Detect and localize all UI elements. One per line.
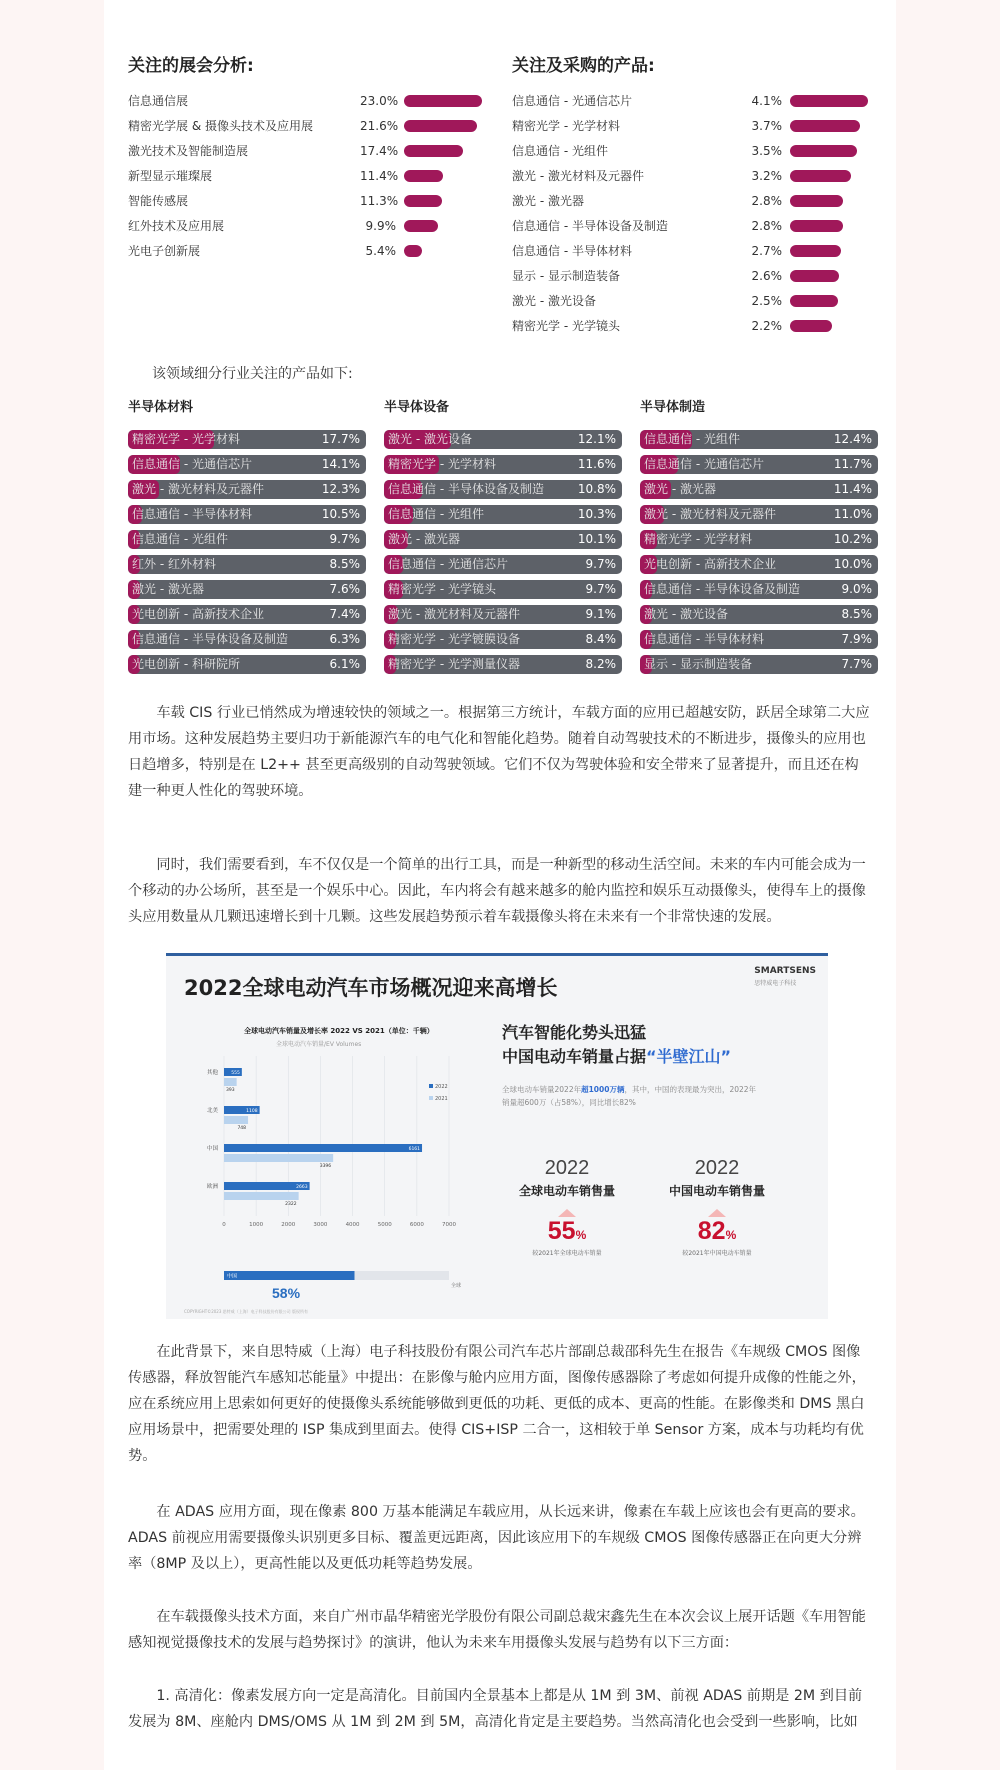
bar-value-label: 2322 — [285, 1202, 297, 1207]
bar-percent: 3.2% — [751, 168, 782, 183]
segment-row-label: 激光 - 激光材料及元器件 — [644, 507, 776, 521]
segment-title: 半导体材料 — [128, 400, 194, 415]
segment-row — [384, 555, 622, 574]
share-percent: 58% — [272, 1285, 301, 1301]
segment-row-percent: 11.6% — [577, 457, 616, 471]
paragraph-2: 同时，我们需要看到，车不仅仅是一个简单的出行工具，而是一种新型的移动生活空间。未来的车内可能会成为一个移动的办公场所，甚至是一个娱乐中心。因此，车内将会有越来越多的舱内监控和娱乐互动摄像头，使得车上的摄像头应用数量从几颗迅速增长到十几颗。这些发展趋势预示着车载摄像头将在未来有一个非常快速的发展。 — [128, 857, 866, 925]
segment-intro-text: 该领域细分行业关注的产品如下: — [152, 366, 353, 382]
bar-percent: 17.4% — [360, 143, 399, 158]
chart-subtitle: 全球电动汽车销量/EV Volumes — [276, 1041, 362, 1048]
bar-track — [790, 145, 868, 157]
paragraph-3: 在此背景下，来自思特威（上海）电子科技股份有限公司汽车芯片部副总裁邵科先生在报告《车规级 CMOS 图像传感器，释放智能汽车感知芯能量》中提出：在影像与舱内应用方面，图像传感器除了考虑如何提升成像的性能之外，应在系统应用上思索如何更好的使摄像头系统能够做到更低的功耗、更低的成本、更高的性能。在影像类和 DMS 黑白应用场景中，把需要处理的 ISP 集成到里面去。使得 CIS+ISP 二合一，这相较于单 Sensor 方案，成本与功耗均有优势。 — [128, 1344, 866, 1464]
segment-row — [128, 555, 366, 574]
bar-label: 信息通信展 — [128, 94, 189, 108]
segment-tables — [128, 398, 872, 678]
segment-row-label: 精密光学 - 光学材料 — [132, 432, 240, 446]
bar-row — [128, 163, 488, 188]
headline-line-2 — [502, 1045, 822, 1069]
segment-row-label: 显示 - 显示制造装备 — [644, 657, 752, 671]
exhibition-focus-title: 关注的展会分析: — [128, 56, 254, 76]
headline-2-text: 中国电动车销量占据 — [502, 1047, 647, 1066]
bar-fill — [790, 95, 868, 107]
bar-track — [790, 220, 868, 232]
segment-row-label: 光电创新 - 高新技术企业 — [132, 607, 264, 621]
bar-fill — [790, 320, 832, 332]
segment-row — [384, 505, 622, 524]
bar-fill — [790, 120, 860, 132]
bar-percent: 23.0% — [360, 93, 399, 108]
segment-row-percent: 8.2% — [585, 657, 616, 671]
logo-subtext: 思特威电子科技 — [754, 980, 797, 987]
bar-2021 — [224, 1116, 248, 1124]
segment-row — [384, 605, 622, 624]
stat-label: 中国电动车销售量 — [668, 1184, 765, 1198]
segment-row — [128, 430, 366, 449]
smartsens-logo — [754, 966, 816, 987]
bar-track — [790, 270, 868, 282]
segment-row-percent: 12.1% — [577, 432, 616, 446]
bar-label: 精密光学展 & 摄像头技术及应用展 — [128, 119, 313, 133]
segment-row-percent: 10.1% — [577, 532, 616, 546]
bar-percent: 5.4% — [365, 243, 396, 258]
bar-track — [790, 245, 868, 257]
bar-percent: 21.6% — [360, 118, 399, 133]
segment-row-percent: 10.0% — [833, 557, 872, 571]
segment-row-percent: 11.7% — [833, 457, 872, 471]
stat-percent — [502, 1217, 632, 1246]
category-label: 其他 — [206, 1070, 218, 1076]
bar-percent: 11.3% — [360, 193, 399, 208]
segment-row — [384, 630, 622, 649]
x-tick-label: 0 — [222, 1222, 226, 1228]
article-page — [104, 0, 896, 1770]
segment-row-label: 信息通信 - 光通信芯片 — [388, 557, 508, 571]
segment-row — [128, 530, 366, 549]
logo-text: SMARTSENS — [754, 966, 816, 976]
segment-row-percent: 12.3% — [321, 482, 360, 496]
segment-table — [384, 398, 622, 680]
segment-row-label: 精密光学 - 光学材料 — [388, 457, 496, 471]
category-label: 欧洲 — [206, 1184, 218, 1190]
segment-row — [128, 505, 366, 524]
bar-label: 精密光学 - 光学材料 — [512, 119, 620, 133]
bar-fill — [790, 270, 839, 282]
stat-note: 较2021年中国电动车销量 — [682, 1250, 752, 1257]
bar-fill — [790, 145, 857, 157]
x-tick-label: 2000 — [281, 1222, 296, 1228]
bar-track — [790, 95, 868, 107]
bar-track — [790, 195, 868, 207]
segment-row-percent: 9.7% — [585, 582, 616, 596]
bar-track — [404, 170, 482, 182]
segment-row-label: 信息通信 - 半导体设备及制造 — [132, 632, 288, 646]
headline-line-1: 汽车智能化势头迅猛 — [502, 1023, 647, 1042]
exhibition-focus-column — [128, 52, 488, 263]
bar-row — [512, 163, 872, 188]
bar-label: 激光技术及智能制造展 — [128, 144, 249, 158]
segment-row-label: 激光 - 激光材料及元器件 — [388, 607, 520, 621]
paragraph-4: 在 ADAS 应用方面，现在像素 800 万基本能满足车载应用，从长远来讲，像素在车载上应该也会有更高的要求。ADAS 前视应用需要摄像头识别更多目标、覆盖更远距离，因此该应用下的车规级 CMOS 图像传感器正在向更大分辨率（8MP 及以上），更高性能以及更低功耗等趋势发展。 — [128, 1504, 865, 1572]
segment-row — [640, 530, 878, 549]
bar-fill — [404, 145, 463, 157]
ev-market-slide-image — [166, 953, 828, 1319]
bar-label: 信息通信 - 半导体设备及制造 — [512, 219, 668, 233]
bar-row — [128, 238, 488, 263]
bar-value-label: 555 — [231, 1071, 240, 1076]
ev-sales-bar-chart — [184, 1026, 474, 1306]
bar-percent: 2.6% — [751, 268, 782, 283]
bar-percent: 2.8% — [751, 193, 782, 208]
segment-row — [128, 455, 366, 474]
bar-label: 新型显示璀璨展 — [128, 169, 213, 183]
bar-track — [404, 120, 482, 132]
segment-row — [640, 630, 878, 649]
bar-label: 激光 - 激光器 — [512, 194, 584, 208]
x-tick-label: 5000 — [377, 1222, 392, 1228]
bar-label: 光电子创新展 — [128, 244, 201, 258]
bar-track — [790, 170, 868, 182]
bar-label: 激光 - 激光设备 — [512, 294, 596, 308]
bar-fill — [790, 245, 841, 257]
segment-row — [384, 455, 622, 474]
chart-title: 全球电动汽车销量及增长率 2022 VS 2021（单位：千辆） — [244, 1027, 434, 1035]
segment-row-percent: 11.0% — [833, 507, 872, 521]
bar-fill — [790, 295, 838, 307]
share-bar-fill — [224, 1271, 355, 1280]
bar-value-label: 748 — [237, 1126, 247, 1131]
segment-row-percent: 10.3% — [577, 507, 616, 521]
bar-label: 红外技术及应用展 — [128, 219, 225, 233]
segment-row-percent: 8.4% — [585, 632, 616, 646]
bar-label: 激光 - 激光材料及元器件 — [512, 169, 644, 183]
segment-row-label: 信息通信 - 半导体材料 — [644, 632, 764, 646]
segment-row-label: 红外 - 红外材料 — [132, 557, 216, 571]
bar-fill — [404, 220, 438, 232]
slide-copyright: COPYRIGHT©2023 思特威（上海）电子科技股份有限公司 版权所有 — [184, 1309, 308, 1314]
segment-row-label: 精密光学 - 光学镀膜设备 — [388, 632, 520, 646]
segment-row-percent: 9.7% — [585, 557, 616, 571]
bar-row — [128, 113, 488, 138]
segment-row — [384, 580, 622, 599]
stat-percent-value: 55 — [547, 1217, 576, 1245]
bar-value-label: 1108 — [246, 1109, 258, 1114]
segment-row-label: 激光 - 激光器 — [388, 532, 460, 546]
bar-2021 — [224, 1154, 333, 1162]
china-ev-stat — [652, 1157, 782, 1257]
bar-row — [512, 88, 872, 113]
bar-fill — [404, 120, 477, 132]
segment-row-percent: 8.5% — [841, 607, 872, 621]
up-arrow-icon — [558, 1209, 576, 1217]
segment-row-label: 激光 - 激光设备 — [644, 607, 728, 621]
stat-year: 2022 — [694, 1157, 740, 1179]
bar-percent: 3.7% — [751, 118, 782, 133]
ev-highlight-panel — [502, 1021, 822, 1311]
product-focus-column — [512, 52, 872, 338]
segment-row-label: 精密光学 - 光学材料 — [644, 532, 752, 546]
bar-fill — [404, 195, 442, 207]
bar-percent: 4.1% — [751, 93, 782, 108]
segment-row — [384, 480, 622, 499]
paragraph-1: 车载 CIS 行业已悄然成为增速较快的领域之一。根据第三方统计，车载方面的应用已超越安防，跃居全球第二大应用市场。这种发展趋势主要归功于新能源汽车的电气化和智能化趋势。随着自动驾驶技术的不断进步，摄像头的应用也日趋增多，特别是在 L2++ 甚至更高级别的自动驾驶领域。它们不仅为驾驶体验和安全带来了显著提升，而且还在构建一种更人性化的驾驶环境。 — [128, 705, 870, 799]
segment-table — [128, 398, 366, 680]
segment-row — [128, 605, 366, 624]
segment-row-label: 信息通信 - 半导体设备及制造 — [644, 582, 800, 596]
global-ev-stat — [502, 1157, 632, 1257]
legend-swatch — [429, 1084, 433, 1088]
bar-fill — [790, 195, 843, 207]
segment-row-percent: 10.2% — [833, 532, 872, 546]
segment-title: 半导体设备 — [384, 400, 450, 415]
desc-highlight: 超1000万辆 — [581, 1085, 625, 1094]
bar-track — [404, 95, 482, 107]
slide-title: 2022全球电动汽车市场概况迎来高增长 — [184, 976, 558, 1000]
segment-row-label: 精密光学 - 光学测量仪器 — [388, 657, 520, 671]
segment-row-percent: 6.1% — [329, 657, 360, 671]
segment-row — [128, 630, 366, 649]
legend-label: 2022 — [435, 1084, 448, 1090]
segment-row-percent: 10.8% — [577, 482, 616, 496]
stat-percent-value: 82 — [697, 1217, 726, 1245]
segment-row-label: 精密光学 - 光学镜头 — [388, 582, 496, 596]
bar-value-label: 2663 — [296, 1185, 308, 1190]
bar-fill — [790, 220, 843, 232]
desc-part-2: ，其中，中国的表现最为突出，2022年销量超600万（占58%），同比增长82% — [502, 1085, 757, 1107]
legend-label: 2021 — [435, 1096, 448, 1102]
category-label: 北美 — [206, 1108, 218, 1114]
segment-row-percent: 17.7% — [321, 432, 360, 446]
bar-track — [790, 120, 868, 132]
bar-percent: 2.8% — [751, 218, 782, 233]
bar-row — [512, 238, 872, 263]
segment-row-label: 光电创新 - 科研院所 — [132, 657, 240, 671]
segment-row-label: 激光 - 激光器 — [644, 482, 716, 496]
product-focus-list — [512, 88, 872, 338]
segment-row-label: 激光 - 激光设备 — [388, 432, 472, 446]
segment-row-label: 信息通信 - 光通信芯片 — [644, 457, 764, 471]
bar-row — [512, 113, 872, 138]
bar-label: 信息通信 - 光组件 — [512, 144, 608, 158]
bar-track — [404, 195, 482, 207]
stat-year: 2022 — [544, 1157, 590, 1179]
segment-row-label: 信息通信 - 光组件 — [644, 432, 740, 446]
bar-fill — [790, 170, 851, 182]
bar-label: 显示 - 显示制造装备 — [512, 269, 620, 283]
segment-row-label: 信息通信 - 半导体设备及制造 — [388, 482, 544, 496]
bar-row — [512, 213, 872, 238]
bar-track — [404, 220, 482, 232]
bar-label: 智能传感展 — [128, 194, 189, 208]
x-tick-label: 7000 — [442, 1222, 456, 1228]
segment-row — [128, 480, 366, 499]
segment-row-label: 激光 - 激光器 — [132, 582, 204, 596]
segment-row-label: 信息通信 - 光组件 — [132, 532, 228, 546]
x-tick-label: 6000 — [409, 1222, 424, 1228]
segment-row — [640, 580, 878, 599]
highlight-description — [502, 1083, 762, 1109]
x-tick-label: 4000 — [345, 1222, 360, 1228]
x-tick-label: 1000 — [249, 1222, 264, 1228]
segment-row — [128, 580, 366, 599]
x-tick-label: 3000 — [313, 1222, 328, 1228]
bar-track — [404, 145, 482, 157]
segment-row — [384, 655, 622, 674]
legend-swatch — [429, 1096, 433, 1100]
bar-row — [512, 138, 872, 163]
ev-sales-chart-panel — [184, 1026, 474, 1306]
segment-row-label: 激光 - 激光材料及元器件 — [132, 482, 264, 496]
bar-label: 信息通信 - 光通信芯片 — [512, 94, 632, 108]
segment-row-percent: 7.6% — [329, 582, 360, 596]
segment-row — [384, 430, 622, 449]
segment-row-percent: 14.1% — [321, 457, 360, 471]
exhibition-focus-list — [128, 88, 488, 263]
stat-note: 较2021年全球电动车销量 — [532, 1250, 602, 1257]
segment-row-percent: 11.4% — [833, 482, 872, 496]
bar-track — [404, 245, 482, 257]
segment-table — [640, 398, 878, 680]
segment-row-percent: 7.7% — [841, 657, 872, 671]
segment-row — [640, 655, 878, 674]
product-focus-title: 关注及采购的产品: — [512, 56, 655, 76]
segment-title: 半导体制造 — [640, 400, 706, 415]
share-total-label: 全球 — [451, 1283, 462, 1289]
segment-row — [384, 530, 622, 549]
up-arrow-icon — [708, 1209, 726, 1217]
segment-row — [640, 605, 878, 624]
segment-row-percent: 7.9% — [841, 632, 872, 646]
segment-row-percent: 6.3% — [329, 632, 360, 646]
percent-sign: % — [575, 1228, 587, 1242]
bar-row — [512, 313, 872, 338]
bar-value-label: 6161 — [408, 1147, 421, 1152]
bar-row — [512, 188, 872, 213]
segment-row — [640, 455, 878, 474]
share-bar-label: 中国 — [227, 1273, 238, 1280]
bar-percent: 2.7% — [751, 243, 782, 258]
desc-part-1: 全球电动车销量2022年 — [502, 1085, 582, 1094]
bar-row — [128, 188, 488, 213]
stat-percent — [652, 1217, 782, 1246]
paragraph-6: 1. 高清化：像素发展方向一定是高清化。目前国内全景基本上都是从 1M 到 3M、前视 ADAS 前期是 2M 到目前发展为 8M、座舱内 DMS/OMS 从 1M 到 2M 到 5M，高清化肯定是主要趋势。当然高清化也会受到一些影响，比如 — [128, 1688, 863, 1730]
segment-row-percent: 10.5% — [321, 507, 360, 521]
segment-row — [640, 480, 878, 499]
bar-2021 — [224, 1192, 299, 1200]
segment-row — [640, 555, 878, 574]
stat-label: 全球电动车销售量 — [518, 1184, 615, 1198]
segment-row-percent: 9.1% — [585, 607, 616, 621]
bar-2022 — [224, 1144, 422, 1152]
bar-percent: 9.9% — [365, 218, 396, 233]
segment-row-percent: 12.4% — [833, 432, 872, 446]
segment-row-percent: 9.7% — [329, 532, 360, 546]
bar-value-label: 393 — [226, 1088, 235, 1093]
segment-row — [640, 430, 878, 449]
bar-percent: 3.5% — [751, 143, 782, 158]
segment-row-percent: 7.4% — [329, 607, 360, 621]
bar-row — [512, 288, 872, 313]
segment-row-label: 光电创新 - 高新技术企业 — [644, 557, 776, 571]
bar-row — [128, 213, 488, 238]
bar-label: 信息通信 - 半导体材料 — [512, 244, 632, 258]
segment-row-percent: 8.5% — [329, 557, 360, 571]
bar-value-label: 3396 — [319, 1164, 332, 1169]
headline-2-highlight: “半壁江山” — [646, 1047, 732, 1066]
segment-row — [640, 505, 878, 524]
segment-row-label: 信息通信 - 半导体材料 — [132, 507, 252, 521]
category-label: 中国 — [206, 1146, 218, 1152]
bar-label: 精密光学 - 光学镜头 — [512, 319, 620, 333]
segment-row-label: 信息通信 - 光组件 — [388, 507, 484, 521]
bar-row — [512, 263, 872, 288]
segment-row — [128, 655, 366, 674]
bar-percent: 2.5% — [751, 293, 782, 308]
bar-row — [128, 138, 488, 163]
paragraph-5: 在车载摄像头技术方面，来自广州市晶华精密光学股份有限公司副总裁宋鑫先生在本次会议上展开话题《车用智能感知视觉摄像技术的发展与趋势探讨》的演讲，他认为未来车用摄像头发展与趋势有以下三方面： — [128, 1609, 866, 1651]
bar-track — [790, 320, 868, 332]
bar-fill — [404, 95, 482, 107]
bar-track — [790, 295, 868, 307]
segment-row-label: 信息通信 - 光通信芯片 — [132, 457, 252, 471]
bar-fill — [404, 170, 443, 182]
bar-2021 — [224, 1078, 237, 1086]
bar-row — [128, 88, 488, 113]
bar-percent: 11.4% — [360, 168, 399, 183]
bar-percent: 2.2% — [751, 318, 782, 333]
segment-row-percent: 9.0% — [841, 582, 872, 596]
bar-fill — [404, 245, 422, 257]
percent-sign: % — [725, 1228, 737, 1242]
